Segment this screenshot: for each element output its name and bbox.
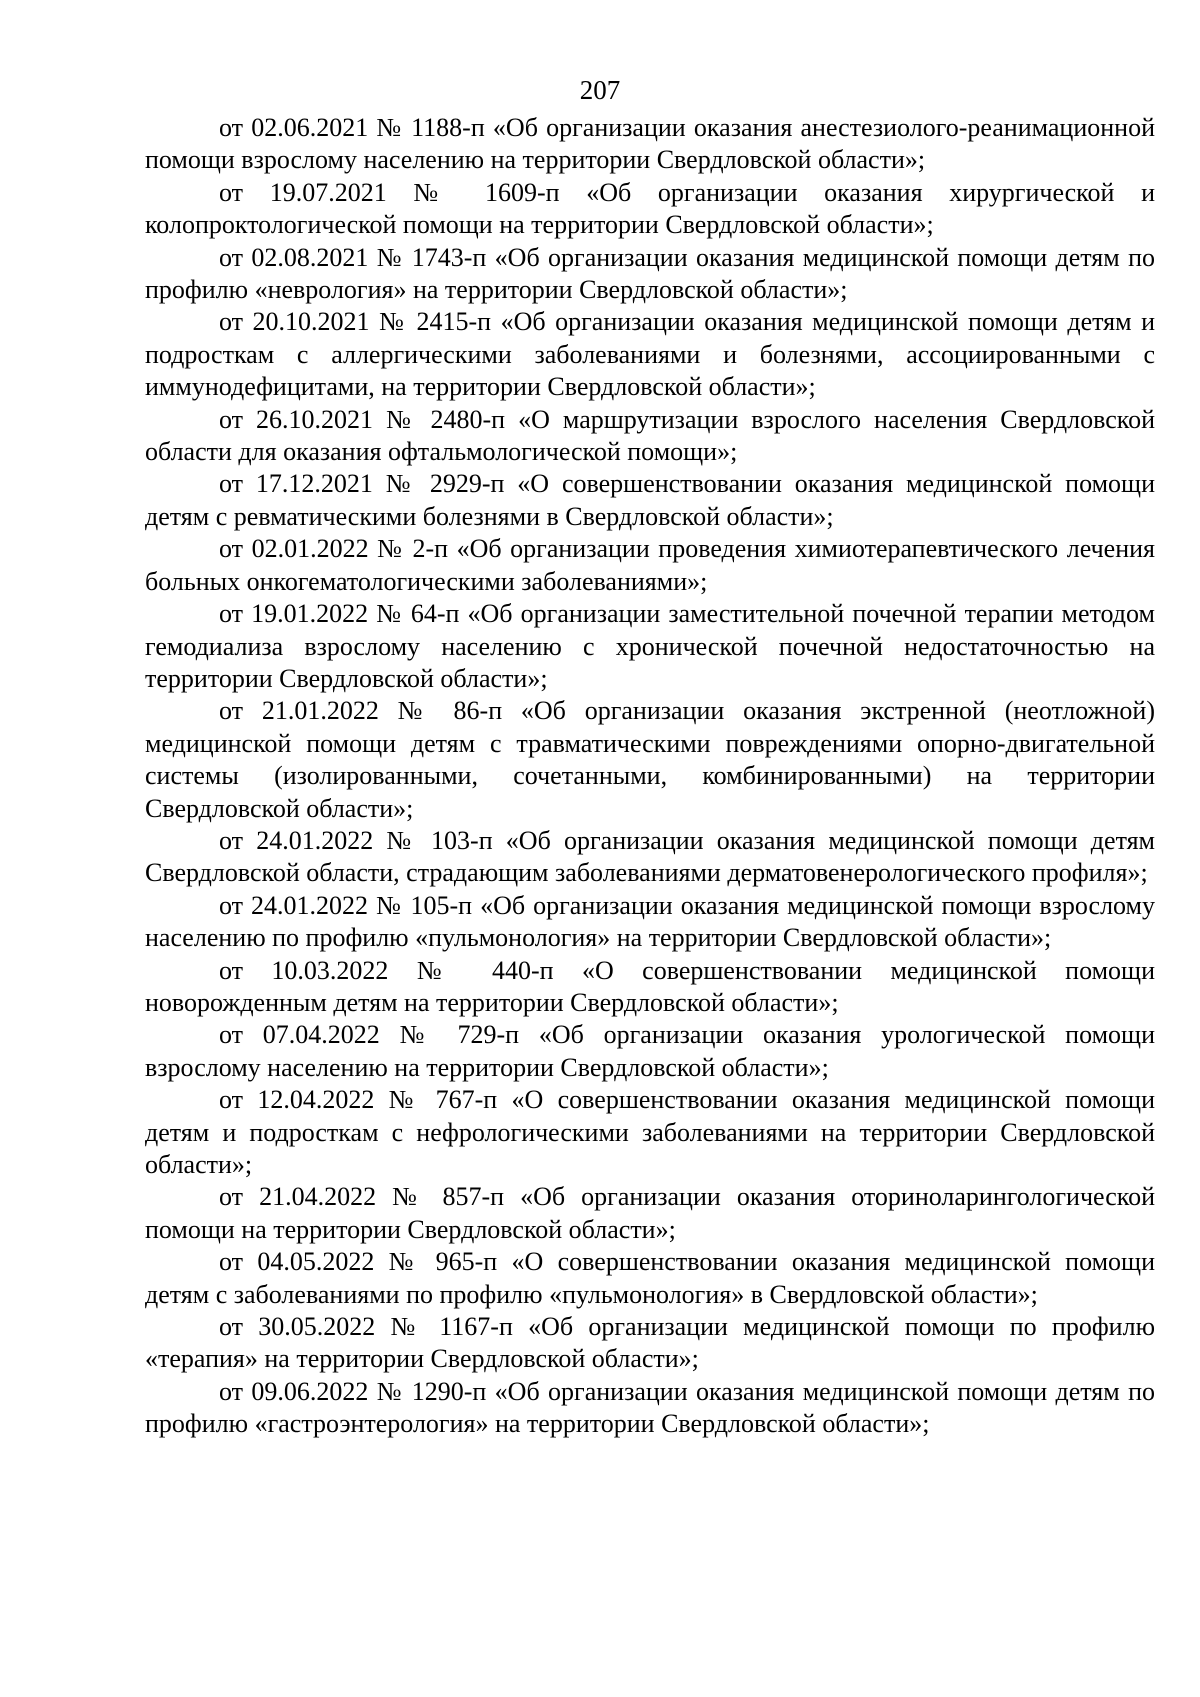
- document-body: [145, 112, 1155, 1441]
- decree-item: от 24.01.2022 № 105-п «Об организации оказания медицинской помощи взрослому населению по профилю «пульмонология» на территории Свердловской области»;: [145, 890, 1155, 953]
- decree-item: от 19.07.2021 № 1609-п «Об организации оказания хирургической и колопроктологической помощи на территории Свердловской области»;: [145, 177, 1155, 240]
- decree-item: от 10.03.2022 № 440-п «О совершенствовании медицинской помощи новорожденным детям на территории Свердловской области»;: [145, 955, 1155, 1017]
- decree-item: от 26.10.2021 № 2480-п «О маршрутизации взрослого населения Свердловской области для оказания офтальмологической помощи»;: [145, 404, 1155, 467]
- decree-item: от 04.05.2022 № 965-п «О совершенствовании оказания медицинской помощи детям с заболеваниями по профилю «пульмонология» в Свердловской области»;: [145, 1247, 1155, 1309]
- decree-item: от 07.04.2022 № 729-п «Об организации оказания урологической помощи взрослому населению на территории Свердловской области»;: [145, 1020, 1155, 1082]
- page-number: 207: [579, 75, 621, 105]
- decree-item: от 12.04.2022 № 767-п «О совершенствовании оказания медицинской помощи детям и подросткам с нефрологическими заболеваниями на территории Свердловской области»;: [145, 1085, 1155, 1179]
- decree-item: от 19.01.2022 № 64-п «Об организации заместительной почечной терапии методом гемодиализа взрослому населению с хронической почечной недостаточностью на территории Свердловской области»;: [145, 599, 1155, 693]
- decree-item: от 17.12.2021 № 2929-п «О совершенствовании оказания медицинской помощи детям с ревматическими болезнями в Свердловской области»;: [145, 469, 1155, 531]
- decree-item: от 20.10.2021 № 2415-п «Об организации оказания медицинской помощи детям и подросткам с аллергическими заболеваниями и болезнями, ассоциированными с иммунодефицитами, на территории Свердловской области»;: [145, 307, 1155, 402]
- decree-item: от 09.06.2022 № 1290-п «Об организации оказания медицинской помощи детям по профилю «гастроэнтерология» на территории Свердловской области»;: [145, 1376, 1155, 1439]
- decree-item: от 30.05.2022 № 1167-п «Об организации медицинской помощи по профилю «терапия» на территории Свердловской области»;: [145, 1312, 1155, 1374]
- decree-item: от 02.01.2022 № 2-п «Об организации проведения химиотерапевтического лечения больных онкогематологическими заболеваниями»;: [145, 534, 1155, 596]
- decree-item: от 21.01.2022 № 86-п «Об организации оказания экстренной (неотложной) медицинской помощи детям с травматическими повреждениями опорно-двигательной системы (изолированными, сочетанными, комбинированными) на территории Свердловской области»;: [145, 696, 1155, 823]
- decree-item: от 24.01.2022 № 103-п «Об организации оказания медицинской помощи детям Свердловской области, страдающим заболеваниями дерматовенерологического профиля»;: [145, 825, 1155, 888]
- decree-item: от 02.06.2021 № 1188-п «Об организации оказания анестезиолого-реанимационной помощи взрослому населению на территории Свердловской области»;: [145, 113, 1155, 175]
- decree-item: от 21.04.2022 № 857-п «Об организации оказания оториноларингологической помощи на территории Свердловской области»;: [145, 1182, 1155, 1244]
- decree-item: от 02.08.2021 № 1743-п «Об организации оказания медицинской помощи детям по профилю «неврология» на территории Свердловской области»;: [145, 242, 1155, 305]
